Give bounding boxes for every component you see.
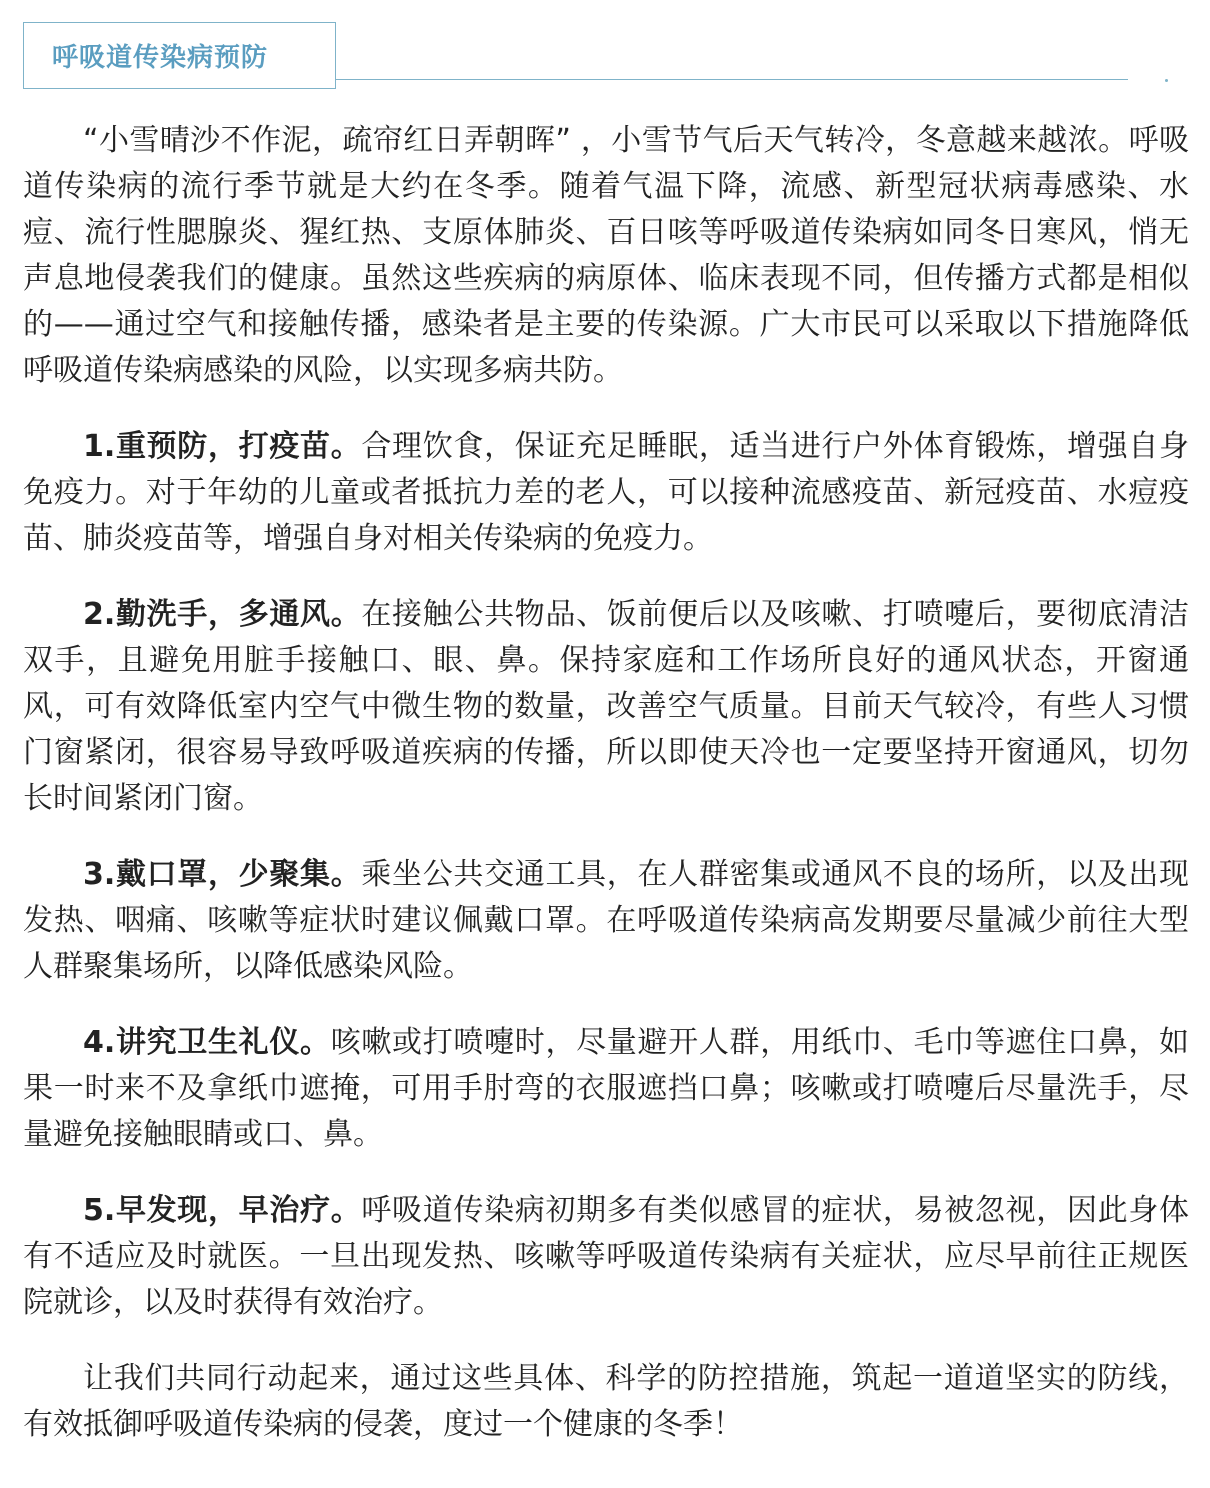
measure-heading-3: 3.戴口罩，少聚集。	[83, 857, 362, 892]
section-title-box	[23, 22, 336, 89]
closing-text: 让我们共同行动起来，通过这些具体、科学的防控措施，筑起一道道坚实的防线，有效抵御呼吸道传染病的侵袭，度过一个健康的冬季！	[23, 1361, 1189, 1442]
measure-paragraph-1	[23, 424, 1189, 562]
measure-heading-5: 5.早发现，早治疗。	[83, 1193, 362, 1228]
intro-text: “小雪晴沙不作泥，疏帘红日弄朝晖” ，小雪节气后天气转冷，冬意越来越浓。呼吸道传染病的流行季节就是大约在冬季。随着气温下降，流感、新型冠状病毒感染、水痘、流行性腮腺炎、猩红热、支原体肺炎、百日咳等呼吸道传染病如同冬日寒风，悄无声息地侵袭我们的健康。虽然这些疾病的病原体、临床表现不同，但传播方式都是相似的——通过空气和接触传播，感染者是主要的传染源。广大市民可以采取以下措施降低呼吸道传染病感染的风险，以实现多病共防。	[23, 123, 1189, 388]
measure-paragraph-4	[23, 1020, 1189, 1158]
measure-text-3: 乘坐公共交通工具，在人群密集或通风不良的场所，以及出现发热、咽痛、咳嗽等症状时建议佩戴口罩。在呼吸道传染病高发期要尽量减少前往大型人群聚集场所，以降低感染风险。	[23, 857, 1189, 984]
measure-text-1: 合理饮食，保证充足睡眠，适当进行户外体育锻炼，增强自身免疫力。对于年幼的儿童或者抵抗力差的老人，可以接种流感疫苗、新冠疫苗、水痘疫苗、肺炎疫苗等，增强自身对相关传染病的免疫力。	[23, 429, 1189, 556]
measure-text-2: 在接触公共物品、饭前便后以及咳嗽、打喷嚏后，要彻底清洁双手，且避免用脏手接触口、眼、鼻。保持家庭和工作场所良好的通风状态，开窗通风，可有效降低室内空气中微生物的数量，改善空气质量。目前天气较冷，有些人习惯门窗紧闭，很容易导致呼吸道疾病的传播，所以即使天冷也一定要坚持开窗通风，切勿长时间紧闭门窗。	[23, 597, 1189, 816]
measure-paragraph-3	[23, 852, 1189, 990]
article-body	[23, 118, 1189, 1448]
measure-paragraph-2	[23, 592, 1189, 822]
title-divider-dot	[1165, 79, 1168, 82]
measure-paragraph-5	[23, 1188, 1189, 1326]
measure-heading-4: 4.讲究卫生礼仪。	[83, 1025, 331, 1060]
closing-paragraph	[23, 1356, 1189, 1448]
measure-text-5: 呼吸道传染病初期多有类似感冒的症状，易被忽视，因此身体有不适应及时就医。一旦出现发热、咳嗽等呼吸道传染病有关症状，应尽早前往正规医院就诊，以及时获得有效治疗。	[23, 1193, 1189, 1320]
measure-heading-1: 1.重预防，打疫苗。	[83, 429, 362, 464]
title-divider-line	[336, 79, 1128, 80]
measure-text-4: 咳嗽或打喷嚏时，尽量避开人群，用纸巾、毛巾等遮住口鼻，如果一时来不及拿纸巾遮掩，可用手肘弯的衣服遮挡口鼻；咳嗽或打喷嚏后尽量洗手，尽量避免接触眼睛或口、鼻。	[23, 1025, 1189, 1152]
intro-paragraph	[23, 118, 1189, 394]
section-title: 呼吸道传染病预防	[52, 43, 269, 73]
measure-heading-2: 2.勤洗手，多通风。	[83, 597, 362, 632]
